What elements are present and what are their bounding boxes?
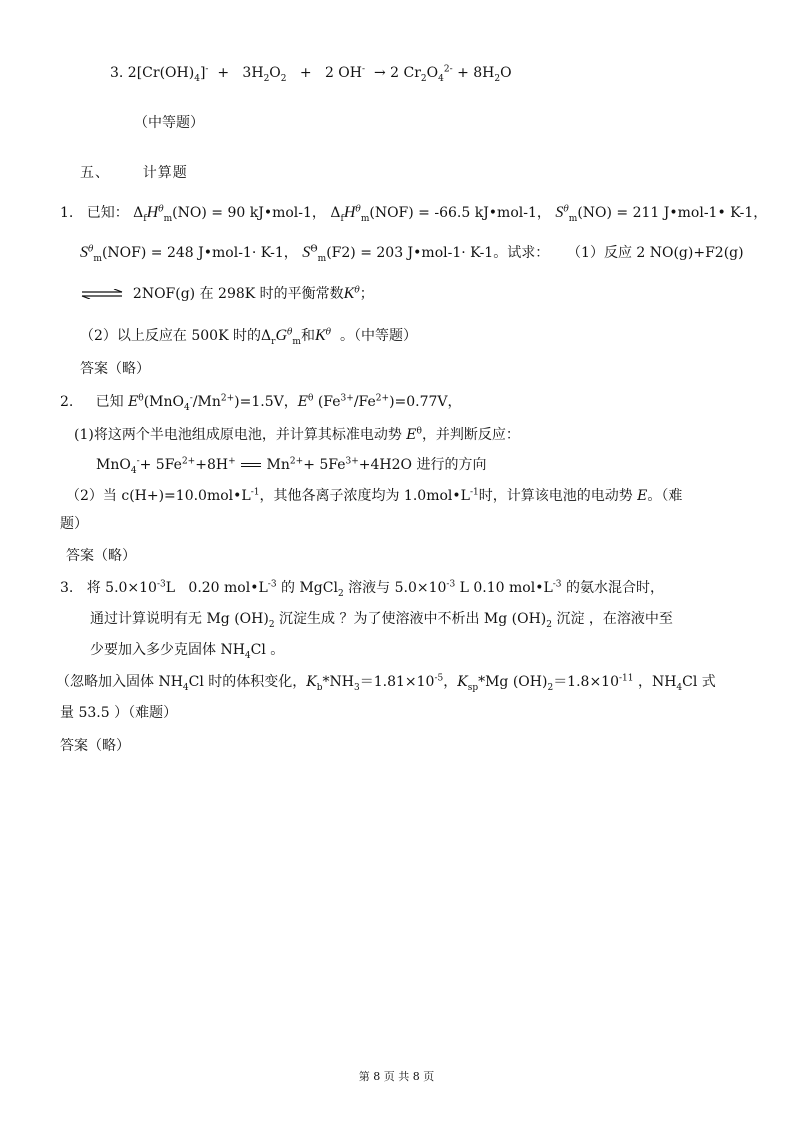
q1-task2-and: 和	[300, 328, 315, 344]
q3-prev-difficulty: （中等题）	[134, 115, 204, 131]
k-theta-symbol: $K^\theta$	[314, 327, 332, 344]
q2-answer: 答案（略）	[66, 548, 136, 564]
q1-line-2	[80, 243, 744, 263]
s-m-symbol: $S^\Theta_m$	[302, 244, 327, 264]
q3-line-2: 通过计算说明有无 Mg $(OH)_2$ 沉淀生成 ？为了使溶液中不析出 Mg $(OH)_2$ 沉淀 ，在溶液中至	[90, 611, 673, 630]
q3-answer: 答案（略）	[60, 738, 130, 754]
q1-line-4	[80, 326, 417, 346]
q1-sm-nof: (NOF) = 248 J•mol-1· K-1，	[101, 245, 298, 261]
q3-prev-num: 3.	[110, 65, 124, 81]
q2-line-1: 2. 已知 $E^\theta(MnO_4^-/Mn^{2+})=1.5V$，$E^\theta$ $(Fe^{3+}/Fe^{2+})=0.77V$，	[60, 393, 462, 413]
q1-task2-a: （2）以上反应在 500K 时的	[80, 328, 261, 344]
q1-sm-f2: (F2) = 203 J•mol-1· K-1。试求：	[326, 245, 550, 261]
section-title: 计算题	[142, 165, 188, 181]
q3-num: 3.	[60, 580, 74, 596]
equilibrium-arrow-icon	[80, 289, 124, 299]
q1-task1-end: ；	[359, 286, 374, 302]
q1-dfhm-no: (NO) = 90 kJ•mol-1，	[172, 205, 326, 221]
q1-task2-end: 。（中等题）	[339, 328, 417, 344]
k-theta-symbol: $K^\theta$	[343, 285, 360, 302]
q2-part-2-b: 题）	[60, 516, 88, 532]
q1-task1-b: 2NOF(g) 在 298K 时的平衡常数	[132, 286, 344, 302]
q2-num: 2.	[60, 394, 74, 410]
page-footer: 第 8 页 共 8 页	[358, 1070, 435, 1083]
q3-line-3: 少要加入多少克固体 $NH_4Cl$ 。	[90, 642, 285, 661]
delta-f-h-symbol: $\Delta_fH^\theta_m$	[330, 204, 370, 224]
delta-r-g-symbol: $\Delta_rG^\theta_m$	[261, 327, 301, 347]
q3-prev-equation: 3. $2[Cr(OH)_4]^- + 3H_2O_2 + 2$ OH- → 2 $Cr_2O_4^{2-} + 8H_2O$	[110, 64, 512, 84]
q1-lead: 已知：	[86, 205, 129, 221]
q2-part-2-a: （2）当 $c(H+)=10.0mol•L^{-1}$，其他各离子浓度均为 $1.0mol•L^{-1}$时，计算该电池的电动势 E。（难	[66, 487, 683, 504]
q2-reaction: $MnO_4^-+ 5Fe^{2+}+8H^+$ $Mn^{2+}+ 5Fe^{3+}+4H2O$ 进行的方向	[96, 456, 487, 476]
q1-line-1	[60, 203, 767, 223]
q1-sm-no: (NO) = 211 J•mol-1• K-1，	[577, 205, 768, 221]
q1-line-3	[80, 284, 374, 304]
q2-part-1: (1)将这两个半电池组成原电池，并计算其标准电动势 $E^\theta$，并判断反应：	[74, 426, 520, 443]
q1-task1-a: （1）反应 2 NO(g)+F2(g)	[567, 245, 744, 261]
equilibrium-arrow-icon	[240, 461, 262, 469]
q1-num: 1.	[60, 205, 74, 221]
q3-note-1: （忽略加入固体 $NH_4Cl$ 时的体积变化，$K_b*NH_3=1.81\times 10^{-5}$，$K_{sp}*Mg$ $(OH)_2=1.8\times 10^{-11}$ ，$NH_4Cl$ 式	[56, 673, 716, 693]
q1-answer: 答案（略）	[80, 361, 150, 377]
q3-note-2: 量 53.5 ）（难题）	[60, 705, 178, 721]
s-m-symbol: $S^\theta_m$	[80, 244, 102, 264]
section-heading	[80, 163, 188, 183]
s-m-symbol: $S^\theta_m$	[555, 204, 578, 224]
q1-dfhm-nof: (NOF) = -66.5 kJ•mol-1，	[369, 205, 551, 221]
q3-line-1: 3. 将 $5.0\times 10^{-3}L$ 0.20 $mol•L^{-3}$ 的 MgCl$_2$ 溶液与 $5.0\times 10^{-3}$ L 0.10 $mol•L^{-3}$ 的氨水混合时，	[60, 579, 664, 599]
delta-f-h-symbol: $\Delta_fH^\theta_m$	[133, 204, 173, 224]
section-num: 五、	[80, 165, 110, 181]
